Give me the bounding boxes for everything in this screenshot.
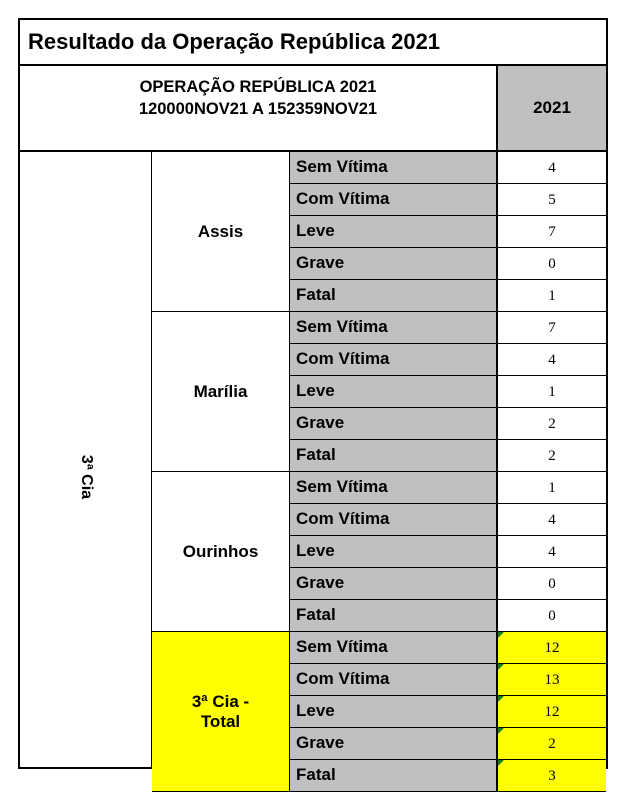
total-value-cell: 13 [498,664,606,696]
total-value-cell: 3 [498,760,606,792]
value-cell: 0 [498,600,606,632]
group-label: Marília [152,312,290,472]
category-cell: Sem Vítima [290,632,498,664]
total-value-cell: 12 [498,696,606,728]
category-cell: Com Vítima [290,184,498,216]
category-cell: Leve [290,216,498,248]
category-cell: Fatal [290,600,498,632]
value-cell: 2 [498,440,606,472]
operation-period: 120000NOV21 A 152359NOV21 [138,100,378,118]
category-cell: Leve [290,536,498,568]
value-cell: 0 [498,568,606,600]
total-value-cell: 2 [498,728,606,760]
value-cell: 4 [498,152,606,184]
value-cell: 4 [498,344,606,376]
category-cell: Sem Vítima [290,312,498,344]
category-cell: Leve [290,696,498,728]
value-cell: 1 [498,376,606,408]
category-cell: Grave [290,568,498,600]
category-cell: Com Vítima [290,664,498,696]
value-cell: 4 [498,504,606,536]
category-cell: Sem Vítima [290,152,498,184]
category-cell: Grave [290,248,498,280]
category-cell: Sem Vítima [290,472,498,504]
operation-header [20,66,498,152]
category-cell: Leve [290,376,498,408]
value-cell: 5 [498,184,606,216]
category-cell: Grave [290,728,498,760]
unit-column [20,152,152,767]
group-label: Ourinhos [152,472,290,632]
value-cell: 7 [498,216,606,248]
value-cell: 7 [498,312,606,344]
value-cell: 1 [498,280,606,312]
category-cell: Grave [290,408,498,440]
value-cell: 0 [498,248,606,280]
value-cell: 1 [498,472,606,504]
category-cell: Fatal [290,760,498,792]
category-cell: Com Vítima [290,344,498,376]
group-label-total: 3ª Cia - Total [152,632,290,792]
unit-label: 3ª Cia [78,454,95,500]
total-value-cell: 12 [498,632,606,664]
year-header: 2021 [498,66,606,152]
category-cell: Com Vítima [290,504,498,536]
operation-name: OPERAÇÃO REPÚBLICA 2021 [139,78,377,96]
category-cell: Fatal [290,280,498,312]
results-table [18,18,608,784]
category-cell: Fatal [290,440,498,472]
value-cell: 2 [498,408,606,440]
group-label: Assis [152,152,290,312]
value-cell: 4 [498,536,606,568]
table-title: Resultado da Operação República 2021 [20,20,606,66]
